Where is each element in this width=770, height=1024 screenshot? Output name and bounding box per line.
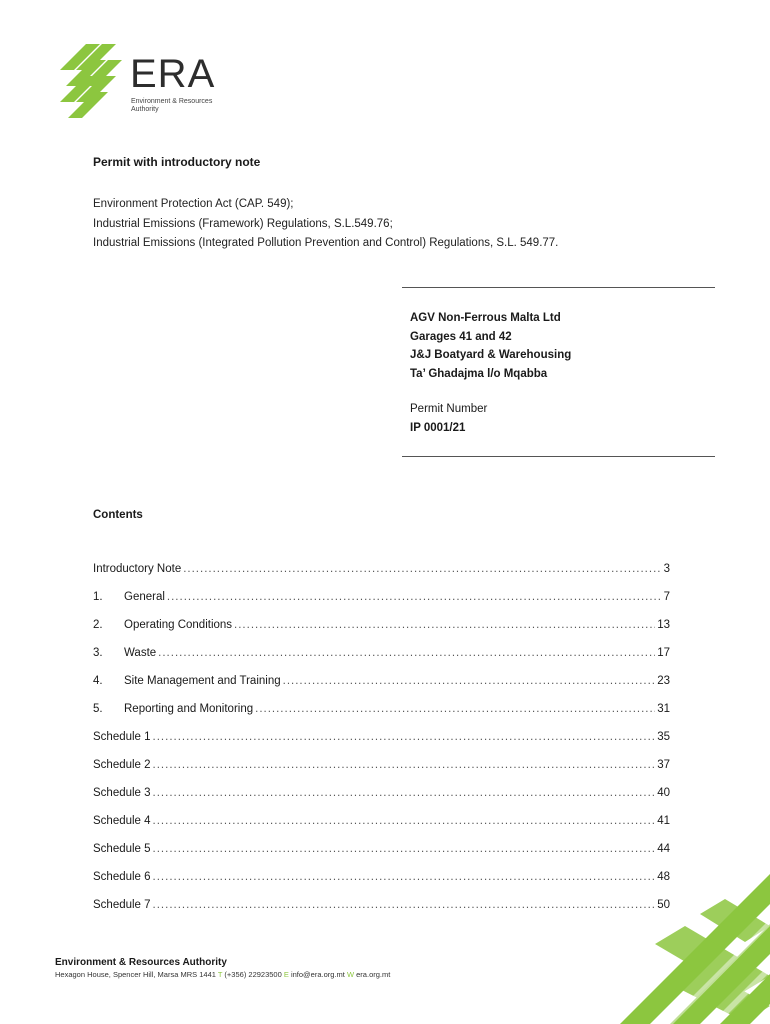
toc-entry-title: Introductory Note [93,563,182,575]
toc-page-number: 35 [657,731,670,743]
toc-entry-number: 5. [93,703,103,715]
era-logo-subtitle [131,98,231,114]
legal-ref: Industrial Emissions (Integrated Pollution Prevention and Control) Regulations, S.L. 549.77. [93,237,559,249]
toc-entry-operating-conditions[interactable] [93,611,670,639]
toc-entry-title: Schedule 5 [93,843,151,855]
toc-entry-schedule-1[interactable] [93,723,670,751]
toc-page-number: 50 [657,899,670,911]
toc-entry-title: Schedule 1 [93,731,151,743]
toc-page-number: 23 [657,675,670,687]
toc-entry-title: Schedule 2 [93,759,151,771]
toc-dot-leader [153,759,656,771]
toc-dot-leader [153,815,656,827]
era-leaf-icon [60,42,130,118]
footer-tel: (+356) 22923500 [224,970,282,979]
toc-page-number: 13 [657,619,670,631]
toc-entry-schedule-4[interactable] [93,807,670,835]
toc-page-number: 17 [657,647,670,659]
toc-entry-title: Waste [124,647,157,659]
toc-entry-title: Schedule 4 [93,815,151,827]
toc-entry-number: 3. [93,647,103,659]
toc-entry-title: Schedule 7 [93,899,151,911]
toc-dot-leader [255,703,655,715]
toc-entry-reporting[interactable] [93,695,670,723]
footer-web[interactable]: era.org.mt [356,970,391,979]
footer-address: Hexagon House, Spencer Hill, Marsa MRS 1441 [55,970,216,979]
decorative-stripes-graphic [470,854,770,1024]
toc-entry-introductory-note[interactable] [93,555,670,583]
toc-dot-leader [153,787,656,799]
toc-page-number: 48 [657,871,670,883]
toc-page-number: 7 [663,591,670,603]
legal-ref: Environment Protection Act (CAP. 549); [93,198,294,210]
document-title: Permit with introductory note [93,155,261,169]
toc-dot-leader [167,591,662,603]
toc-entry-schedule-3[interactable] [93,779,670,807]
address-line: J&J Boatyard & Warehousing [410,349,572,361]
legal-ref: Industrial Emissions (Framework) Regulations, S.L.549.76; [93,217,393,230]
permit-number-label: Permit Number [410,403,488,415]
permit-number: IP 0001/21 [410,422,466,434]
toc-entry-schedule-2[interactable] [93,751,670,779]
footer-web-label: W [346,970,355,979]
toc-page-number: 44 [657,843,670,855]
toc-page-number: 41 [657,815,670,827]
operator-name: AGV Non-Ferrous Malta Ltd [410,312,561,324]
footer-email[interactable]: info@era.org.mt [290,970,345,979]
footer-tel-label: T [217,970,223,979]
toc-dot-leader [183,563,661,575]
toc-dot-leader [158,647,655,659]
toc-entry-general[interactable] [93,583,670,611]
toc-entry-number: 1. [93,591,103,603]
address-line: Ta’ Ghadajma l/o Mqabba [410,367,548,380]
footer-org-name: Environment & Resources Authority [55,957,227,968]
footer-contact-line [55,970,390,979]
toc-entry-title: Schedule 6 [93,871,151,883]
toc-entry-title: Schedule 3 [93,787,151,799]
toc-entry-waste[interactable] [93,639,670,667]
operator-address [410,309,571,383]
toc-dot-leader [153,731,656,743]
toc-page-number: 37 [657,759,670,771]
toc-entry-site-management[interactable] [93,667,670,695]
legal-references [93,195,558,254]
logo-subtitle-line-1: Environment & Resources [131,98,213,105]
toc-page-number: 40 [657,787,670,799]
toc-dot-leader [234,619,655,631]
logo-subtitle-line-2: Authority [131,106,159,113]
footer-email-label: E [283,970,289,979]
address-line: Garages 41 and 42 [410,330,512,343]
toc-page-number: 31 [657,703,670,715]
contents-heading: Contents [93,509,143,521]
toc-dot-leader [283,675,656,687]
era-wordmark: ERA [130,52,216,96]
toc-entry-title: Operating Conditions [124,619,233,631]
divider-bottom [402,456,715,457]
toc-page-number: 3 [663,563,670,575]
divider-top [402,287,715,288]
toc-entry-title: General [124,591,165,603]
toc-entry-number: 4. [93,675,103,687]
toc-entry-number: 2. [93,619,103,631]
toc-entry-title: Site Management and Training [124,675,281,687]
era-logo [60,42,230,122]
toc-entry-title: Reporting and Monitoring [124,703,254,715]
